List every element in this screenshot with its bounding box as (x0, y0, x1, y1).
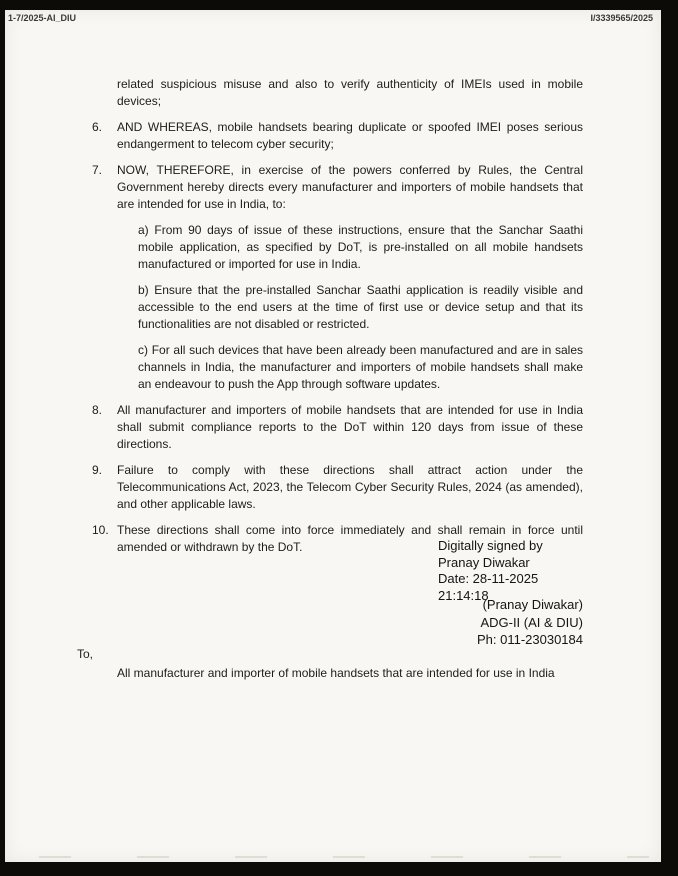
signature-stamp-line: Date: 28-11-2025 (438, 571, 539, 586)
item-text: All manufacturer and importers of mobile handsets that are intended for use in India shall submit compliance reports to the DoT within 120 days from issue of these directions. (117, 403, 583, 451)
list-item-6 (92, 119, 583, 153)
item-number: 8. (92, 403, 103, 417)
list-item-9 (92, 462, 583, 513)
signature-stamp-line: Digitally signed by (438, 538, 543, 553)
document-body (5, 76, 661, 556)
list-item-8 (92, 402, 583, 453)
signature-stamp-line: Pranay Diwakar (438, 554, 530, 570)
addressee-label: To, (77, 647, 94, 661)
officer-phone: Ph: 011-23030184 (476, 632, 583, 647)
sub-item-b: b) Ensure that the pre-installed Sanchar Saathi application is readily visible and accessible to the end users at the time of first use or device setup and that its functionalities are not disabled or restricted. (138, 283, 583, 331)
item-number: 9. (92, 463, 103, 477)
item-text: NOW, THEREFORE, in exercise of the powers conferred by Rules, the Central Government hereby directs every manufacturer and importers of mobile handsets that are intended for use in India, to: (117, 163, 583, 211)
list-item-7 (92, 162, 583, 213)
item-number: 6. (92, 120, 103, 134)
item-text: Failure to comply with these directions shall attract action under the Telecommunications Act, 2023, the Telecom Cyber Security Rules, 2024 (as amended), and other applicable laws. (117, 463, 583, 511)
file-reference-left: 1-7/2025-AI_DIU (8, 13, 77, 23)
page-header (5, 10, 661, 23)
item-number: 7. (92, 163, 103, 177)
digital-signature-stamp (438, 538, 543, 604)
signature-stamp-line: 21:14:18 (438, 587, 489, 603)
sub-item-a: a) From 90 days of issue of these instructions, ensure that the Sanchar Saathi mobile application, as specified by DoT, is pre-installed on all mobile handsets manufactured or imported for use in India. (138, 223, 583, 271)
item-text: These directions shall come into force immediately and shall remain in force until amended or withdrawn by the DoT. (117, 523, 583, 554)
document-page (5, 10, 661, 862)
item-number: 10. (92, 523, 109, 537)
addressee-text: All manufacturer and importer of mobile handsets that are intended for use in India (117, 666, 555, 680)
officer-name: (Pranay Diwakar) (482, 597, 583, 612)
sub-item-c: c) For all such devices that have been already been manufactured and are in sales channels in India, the manufacturer and importers of mobile handsets shall make an endeavour to push the App through software updates. (138, 343, 583, 391)
item-text: AND WHEREAS, mobile handsets bearing duplicate or spoofed IMEI poses serious endangerment to telecom cyber security; (117, 120, 583, 151)
officer-signature-block (477, 596, 583, 649)
paragraph-continuation: related suspicious misuse and also to verify authenticity of IMEIs used in mobile devices; (117, 77, 583, 108)
officer-designation: ADG-II (AI & DIU) (480, 614, 583, 630)
file-reference-right: I/3339565/2025 (590, 13, 653, 23)
